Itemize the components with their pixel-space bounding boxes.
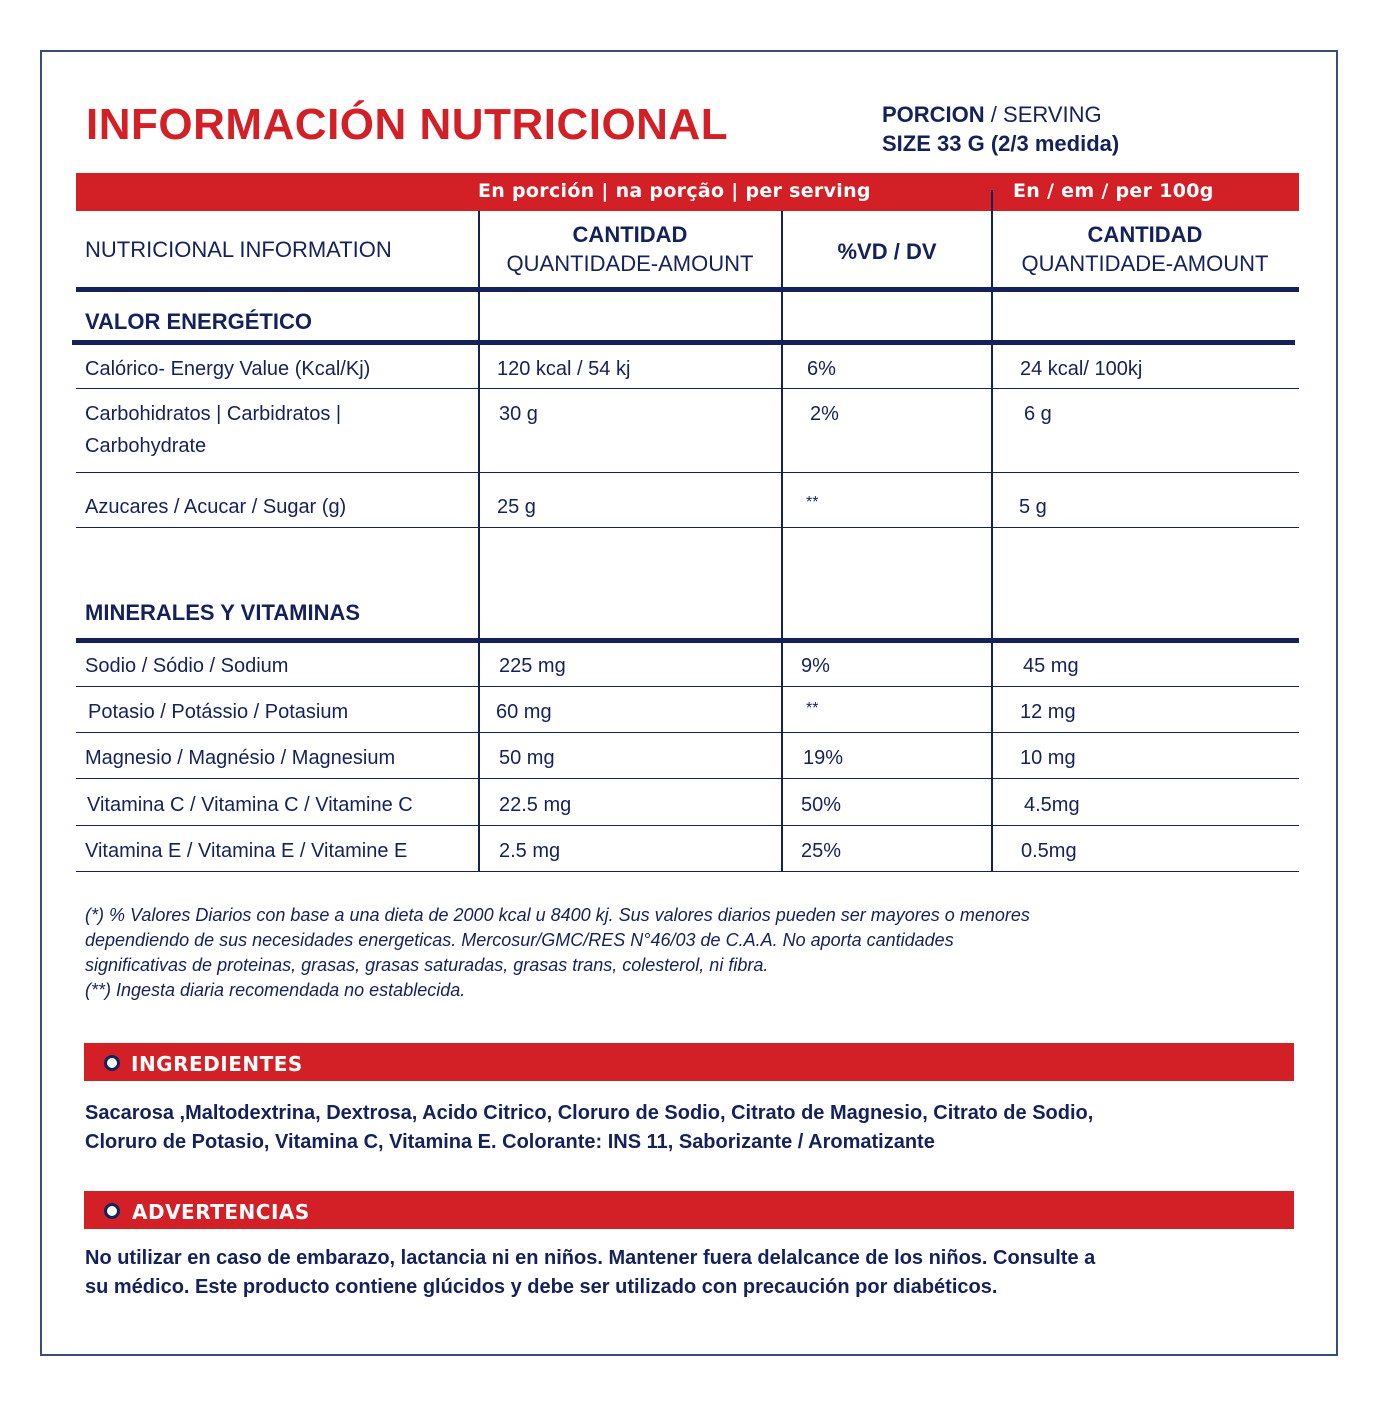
column-header-amount-bottom: QUANTIDADE-AMOUNT — [506, 251, 754, 276]
row-per100: 45 mg — [1023, 655, 1079, 677]
row-divider — [76, 778, 1299, 779]
section-minerals-title: MINERALES Y VITAMINAS — [85, 600, 361, 625]
row-dv: ** — [806, 700, 819, 717]
row-dv: 6% — [807, 358, 836, 380]
column-divider-2 — [781, 211, 783, 872]
bullet-circle-icon — [104, 1203, 120, 1219]
footnote-line: (*) % Valores Diarios con base a una dieta de 2000 kcal u 8400 kj. Sus valores diarios pueden ser mayores o menores — [85, 905, 1030, 925]
row-amount: 120 kcal / 54 kj — [497, 358, 631, 380]
column-header-amount — [480, 220, 780, 278]
page-title: INFORMACIÓN NUTRICIONAL — [86, 100, 729, 149]
row-divider — [76, 472, 1299, 473]
row-amount: 25 g — [497, 496, 536, 518]
row-name: Vitamina E / Vitamina E / Vitamine E — [85, 840, 408, 862]
serving-label: PORCION — [882, 102, 985, 127]
warnings-text — [85, 1244, 1305, 1302]
row-per100: 6 g — [1024, 403, 1052, 425]
column-header-dv-label: %VD / DV — [837, 239, 937, 264]
row-dv: 25% — [801, 840, 842, 862]
row-dv: 9% — [801, 655, 830, 677]
section-minerals-rule — [76, 638, 1299, 643]
ingredients-text — [85, 1099, 1305, 1157]
serving-label-en: / SERVING — [984, 102, 1102, 127]
bullet-circle-icon — [104, 1055, 120, 1071]
row-name: Sodio / Sódio / Sodium — [85, 655, 289, 677]
column-header-dv — [783, 237, 991, 266]
row-per100: 0.5mg — [1021, 840, 1077, 862]
row-divider — [76, 527, 1299, 528]
section-energy-rule — [72, 340, 1295, 345]
row-amount: 225 mg — [499, 655, 566, 677]
row-name: Magnesio / Magnésio / Magnesium — [85, 747, 396, 769]
row-dv: 19% — [803, 747, 844, 769]
ingredients-title: INGREDIENTES — [131, 1052, 303, 1076]
row-amount: 30 g — [499, 403, 538, 425]
ingredients-line: Sacarosa ,Maltodextrina, Dextrosa, Acido Citrico, Cloruro de Sodio, Citrato de Magnesio, Citrato de Sodio, — [85, 1102, 1094, 1124]
serving-size-value: SIZE 33 G (2/3 medida) — [882, 131, 1120, 156]
row-amount: 50 mg — [499, 747, 555, 769]
column-divider-1 — [478, 211, 480, 872]
row-dv: 2% — [810, 403, 839, 425]
row-divider — [76, 388, 1299, 389]
table-bottom-rule — [76, 871, 1299, 872]
row-per100: 5 g — [1019, 496, 1047, 518]
column-divider-3 — [991, 190, 993, 872]
row-name: Calórico- Energy Value (Kcal/Kj) — [85, 358, 371, 380]
row-per100: 24 kcal/ 100kj — [1020, 358, 1143, 380]
row-amount: 2.5 mg — [499, 840, 561, 862]
ingredients-line: Cloruro de Potasio, Vitamina C, Vitamina E. Colorante: INS 11, Saborizante / Aromatizante — [85, 1131, 935, 1153]
serving-size — [882, 100, 1119, 158]
band-per-serving: En porción | na porção | per serving — [478, 180, 871, 202]
row-name: Azucares / Acucar / Sugar (g) — [85, 496, 347, 518]
section-energy-title: VALOR ENERGÉTICO — [85, 309, 312, 334]
header-rule — [76, 287, 1299, 292]
column-header-amount-100g-top: CANTIDAD — [1087, 222, 1203, 247]
row-divider — [76, 686, 1299, 687]
band-per-100g: En / em / per 100g — [1013, 180, 1214, 202]
footnote — [85, 903, 1305, 1003]
footnote-line: (**) Ingesta diaria recomendada no establecida. — [85, 980, 466, 1000]
column-header-name: NUTRICIONAL INFORMATION — [85, 237, 392, 262]
row-name: Vitamina C / Vitamina C / Vitamine C — [87, 794, 413, 816]
row-amount: 22.5 mg — [499, 794, 572, 816]
row-dv: 50% — [801, 794, 842, 816]
column-header-amount-top: CANTIDAD — [572, 222, 688, 247]
row-name: Potasio / Potássio / Potasium — [88, 701, 349, 723]
row-per100: 4.5mg — [1024, 794, 1080, 816]
row-divider — [76, 732, 1299, 733]
column-header-amount-100g — [993, 220, 1297, 278]
row-divider — [76, 825, 1299, 826]
row-amount: 60 mg — [496, 701, 552, 723]
footnote-line: dependiendo de sus necesidades energeticas. Mercosur/GMC/RES N°46/03 de C.A.A. No aporta cantidades — [85, 930, 954, 950]
row-per100: 12 mg — [1020, 701, 1076, 723]
row-per100: 10 mg — [1020, 747, 1076, 769]
row-name: Carbohidratos | Carbidratos | Carbohydrate — [85, 403, 342, 457]
column-header-amount-100g-bottom: QUANTIDADE-AMOUNT — [1021, 251, 1269, 276]
warnings-line: su médico. Este producto contiene glúcidos y debe ser utilizado con precaución por diabéticos. — [85, 1276, 998, 1298]
warnings-line: No utilizar en caso de embarazo, lactancia ni en niños. Mantener fuera delalcance de los niños. Consulte a — [85, 1247, 1096, 1269]
row-dv: ** — [806, 494, 819, 511]
warnings-title: ADVERTENCIAS — [132, 1200, 310, 1224]
footnote-line: significativas de proteinas, grasas, grasas saturadas, grasas trans, colesterol, ni fibra. — [85, 955, 769, 975]
